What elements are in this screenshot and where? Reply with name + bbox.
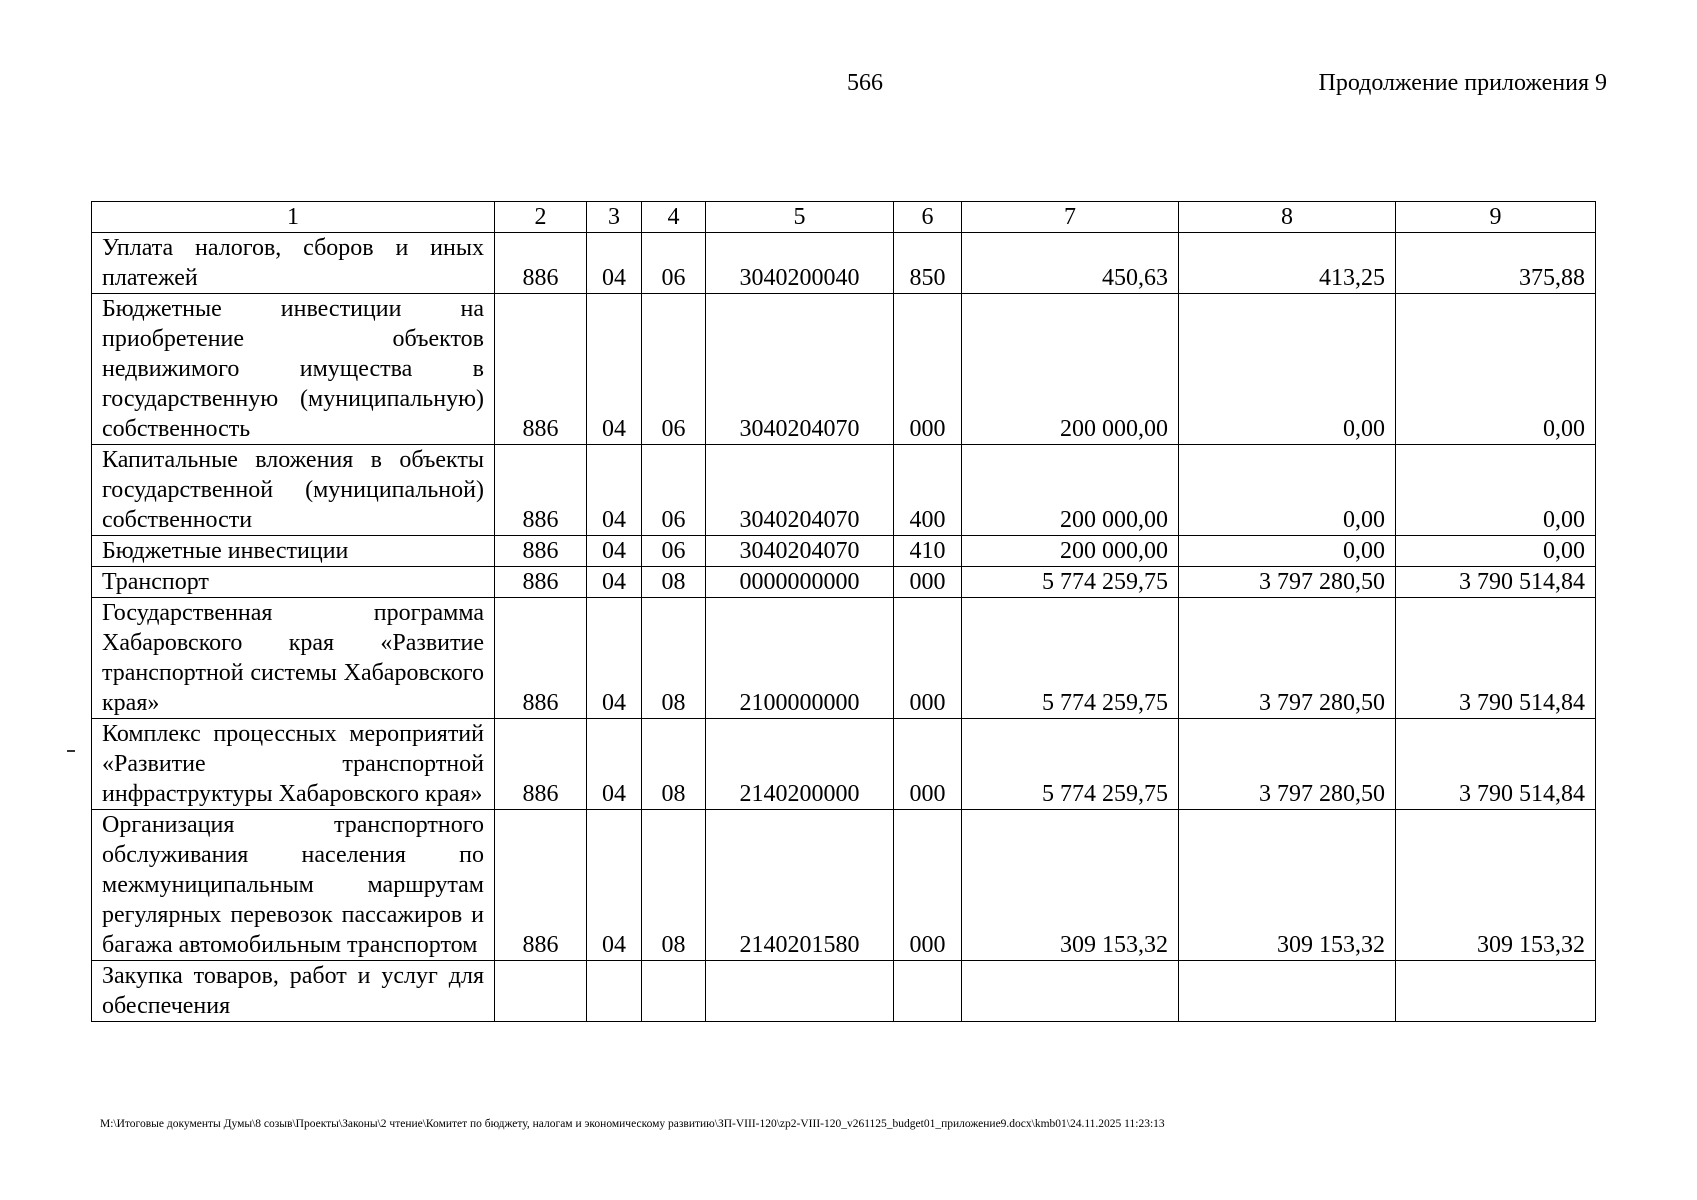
cell-col3: [587, 961, 642, 1022]
cell-col4: 06: [642, 294, 706, 445]
cell-col2: 886: [495, 536, 587, 567]
cell-col8: 413,25: [1179, 233, 1396, 294]
cell-col9: 0,00: [1396, 445, 1596, 536]
cell-col7: 450,63: [962, 233, 1179, 294]
appendix-heading: Продолжение приложения 9: [1318, 70, 1607, 96]
table-row: [92, 445, 1596, 536]
cell-col6: 000: [894, 567, 962, 598]
table-row: [92, 961, 1596, 1022]
cell-col5: 3040204070: [706, 445, 894, 536]
cell-col5: 2100000000: [706, 598, 894, 719]
cell-col3: 04: [587, 810, 642, 961]
cell-col7: [962, 961, 1179, 1022]
table-row: [92, 536, 1596, 567]
cell-col2: 886: [495, 719, 587, 810]
row-name-cell: Государственная программа Хабаровского края «Развитие транспортной системы Хабаровского края»: [92, 598, 495, 719]
page-number: 566: [847, 70, 883, 96]
cell-col9: 0,00: [1396, 536, 1596, 567]
cell-col7: 5 774 259,75: [962, 598, 1179, 719]
cell-col8: [1179, 961, 1396, 1022]
cell-col9: 309 153,32: [1396, 810, 1596, 961]
cell-col4: [642, 961, 706, 1022]
cell-col8: 3 797 280,50: [1179, 567, 1396, 598]
cell-col7: 200 000,00: [962, 445, 1179, 536]
cell-col8: 0,00: [1179, 536, 1396, 567]
cell-col5: 2140201580: [706, 810, 894, 961]
cell-col9: 3 790 514,84: [1396, 598, 1596, 719]
margin-mark: [67, 750, 75, 752]
cell-col6: 000: [894, 598, 962, 719]
cell-col2: 886: [495, 233, 587, 294]
row-name-cell: Капитальные вложения в объекты государственной (муниципальной) собственности: [92, 445, 495, 536]
cell-col5: 0000000000: [706, 567, 894, 598]
cell-col4: 08: [642, 567, 706, 598]
cell-col8: 309 153,32: [1179, 810, 1396, 961]
cell-col4: 06: [642, 536, 706, 567]
cell-col2: 886: [495, 294, 587, 445]
cell-col7: 5 774 259,75: [962, 719, 1179, 810]
column-header: 1: [92, 202, 495, 233]
cell-col9: [1396, 961, 1596, 1022]
cell-col3: 04: [587, 294, 642, 445]
file-path-footer: M:\Итоговые документы Думы\8 созыв\Проекты\Законы\2 чтение\Комитет по бюджету, налогам и экономическому развитию\ЗП-VIII-120\zp2-VIII-120_v261125_budget01_приложение9.docx\kmb01\24.11.2025 11:23:13: [100, 1118, 1165, 1130]
cell-col4: 08: [642, 810, 706, 961]
cell-col6: [894, 961, 962, 1022]
cell-col9: 0,00: [1396, 294, 1596, 445]
cell-col6: 000: [894, 294, 962, 445]
cell-col6: 850: [894, 233, 962, 294]
cell-col9: 3 790 514,84: [1396, 567, 1596, 598]
cell-col2: [495, 961, 587, 1022]
cell-col9: 3 790 514,84: [1396, 719, 1596, 810]
cell-col5: 3040200040: [706, 233, 894, 294]
cell-col2: 886: [495, 567, 587, 598]
cell-col3: 04: [587, 445, 642, 536]
column-header: 4: [642, 202, 706, 233]
table-row: [92, 233, 1596, 294]
table-row: [92, 598, 1596, 719]
cell-col6: 410: [894, 536, 962, 567]
cell-col2: 886: [495, 598, 587, 719]
cell-col3: 04: [587, 719, 642, 810]
cell-col8: 0,00: [1179, 294, 1396, 445]
cell-col5: 2140200000: [706, 719, 894, 810]
column-header: 8: [1179, 202, 1396, 233]
cell-col3: 04: [587, 598, 642, 719]
cell-col4: 06: [642, 445, 706, 536]
cell-col7: 200 000,00: [962, 536, 1179, 567]
cell-col3: 04: [587, 233, 642, 294]
row-name-cell: Бюджетные инвестиции на приобретение объектов недвижимого имущества в государственную (муниципальную) собственность: [92, 294, 495, 445]
column-header: 6: [894, 202, 962, 233]
table-header-row: [92, 202, 1596, 233]
cell-col2: 886: [495, 445, 587, 536]
column-header: 3: [587, 202, 642, 233]
cell-col5: 3040204070: [706, 536, 894, 567]
table-row: [92, 719, 1596, 810]
cell-col6: 000: [894, 719, 962, 810]
cell-col7: 309 153,32: [962, 810, 1179, 961]
cell-col3: 04: [587, 536, 642, 567]
table-row: [92, 294, 1596, 445]
column-header: 5: [706, 202, 894, 233]
cell-col6: 400: [894, 445, 962, 536]
cell-col6: 000: [894, 810, 962, 961]
row-name-cell: Бюджетные инвестиции: [92, 536, 495, 567]
table-row: [92, 567, 1596, 598]
row-name-cell: Транспорт: [92, 567, 495, 598]
cell-col5: [706, 961, 894, 1022]
cell-col7: 5 774 259,75: [962, 567, 1179, 598]
row-name-cell: Уплата налогов, сборов и иных платежей: [92, 233, 495, 294]
cell-col8: 3 797 280,50: [1179, 719, 1396, 810]
cell-col5: 3040204070: [706, 294, 894, 445]
cell-col2: 886: [495, 810, 587, 961]
cell-col4: 08: [642, 719, 706, 810]
row-name-cell: Комплекс процессных мероприятий «Развитие транспортной инфраструктуры Хабаровского края»: [92, 719, 495, 810]
cell-col9: 375,88: [1396, 233, 1596, 294]
cell-col8: 3 797 280,50: [1179, 598, 1396, 719]
cell-col4: 06: [642, 233, 706, 294]
row-name-cell: Закупка товаров, работ и услуг для обеспечения: [92, 961, 495, 1022]
cell-col4: 08: [642, 598, 706, 719]
cell-col8: 0,00: [1179, 445, 1396, 536]
table-row: [92, 810, 1596, 961]
column-header: 9: [1396, 202, 1596, 233]
column-header: 2: [495, 202, 587, 233]
cell-col7: 200 000,00: [962, 294, 1179, 445]
column-header: 7: [962, 202, 1179, 233]
budget-table: [91, 201, 1596, 1022]
cell-col3: 04: [587, 567, 642, 598]
row-name-cell: Организация транспортного обслуживания населения по межмуниципальным маршрутам регулярных перевозок пассажиров и багажа автомобильным транспортом: [92, 810, 495, 961]
